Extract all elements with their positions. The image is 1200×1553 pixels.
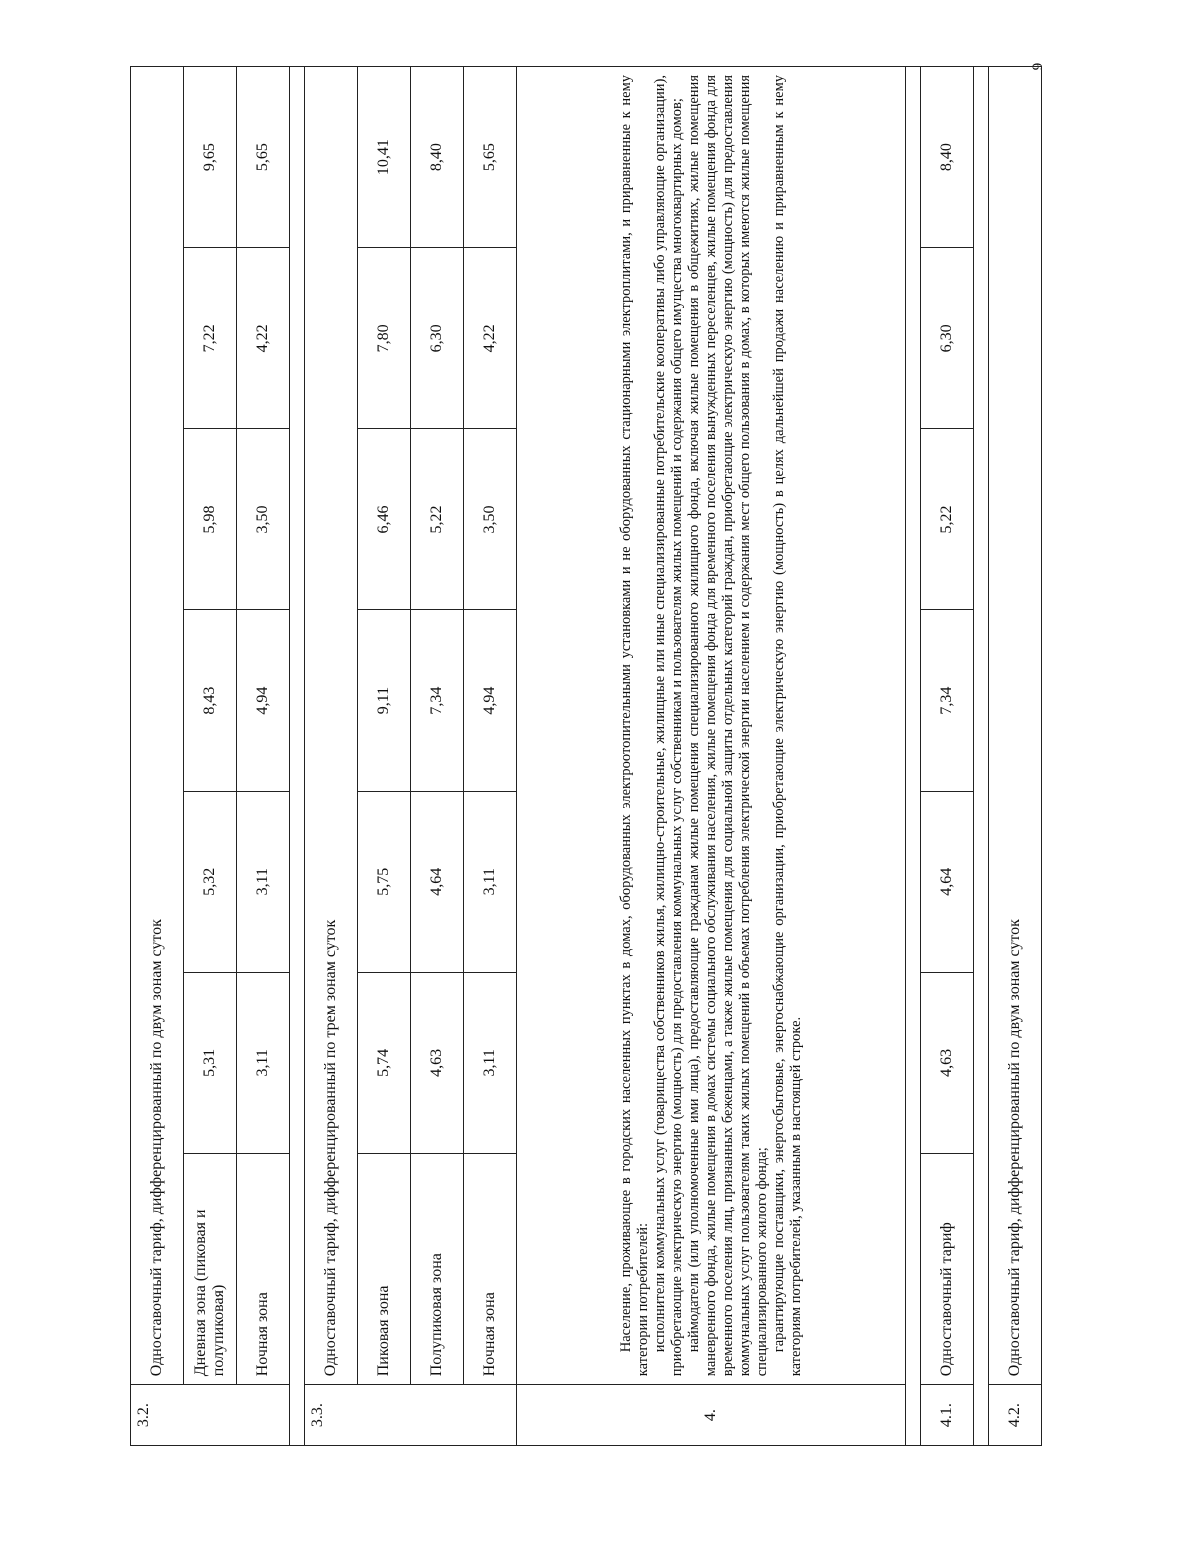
table-row [411, 67, 464, 1446]
value-cell: 10,41 [358, 67, 411, 248]
value-cell: 3,50 [464, 429, 517, 610]
section-3-2-header [131, 67, 184, 1446]
table-row [921, 67, 974, 1446]
value-cell: 8,43 [184, 610, 237, 791]
value-cell: 4,63 [411, 972, 464, 1153]
tariff-table [130, 66, 1042, 1446]
value-cell: 5,22 [411, 429, 464, 610]
value-cell: 7,34 [411, 610, 464, 791]
value-cell: 6,30 [921, 248, 974, 429]
row-label: Пиковая зона [358, 1153, 411, 1384]
value-cell: 7,34 [921, 610, 974, 791]
value-cell: 5,98 [184, 429, 237, 610]
row-label: Одноставочный тариф [921, 1153, 974, 1384]
value-cell: 4,64 [921, 791, 974, 972]
section-title: Одноставочный тариф, дифференцированный по двум зонам суток [131, 67, 184, 1385]
value-cell: 3,11 [237, 972, 290, 1153]
section-4-row [517, 67, 906, 1446]
paragraph: гарантирующие поставщики, энергосбытовые, энергоснабжающие организации, приобретающие электрическую энергию (мощность) в целях дальнейшей продажи населению и приравненным к нему категориям потребителей, указанным в настоящей строке. [770, 75, 804, 1377]
value-cell: 6,46 [358, 429, 411, 610]
value-cell: 6,30 [411, 248, 464, 429]
value-cell: 9,11 [358, 610, 411, 791]
value-cell: 3,11 [464, 791, 517, 972]
table-row [184, 67, 237, 1446]
value-cell: 5,65 [237, 67, 290, 248]
spacer-row [906, 67, 921, 1446]
value-cell: 4,63 [921, 972, 974, 1153]
value-cell: 4,94 [464, 610, 517, 791]
value-cell: 9,65 [184, 67, 237, 248]
value-cell: 7,22 [184, 248, 237, 429]
value-cell: 3,11 [237, 791, 290, 972]
row-code: 4.1. [921, 1385, 974, 1446]
value-cell: 5,74 [358, 972, 411, 1153]
section-title: Одноставочный тариф, дифференцированный по двум зонам суток [989, 67, 1042, 1385]
value-cell: 3,50 [237, 429, 290, 610]
table-row [464, 67, 517, 1446]
row-code: 4. [517, 1385, 906, 1446]
row-label: Ночная зона [464, 1153, 517, 1384]
section-3-3-header [305, 67, 358, 1446]
row-label: Полупиковая зона [411, 1153, 464, 1384]
spacer-row [290, 67, 305, 1446]
value-cell: 3,11 [464, 972, 517, 1153]
value-cell: 5,31 [184, 972, 237, 1153]
value-cell: 7,80 [358, 248, 411, 429]
value-cell: 8,40 [921, 67, 974, 248]
table-row [237, 67, 290, 1446]
value-cell: 4,94 [237, 610, 290, 791]
section-4-text [517, 67, 906, 1385]
table-row [358, 67, 411, 1446]
value-cell: 5,22 [921, 429, 974, 610]
value-cell: 4,64 [411, 791, 464, 972]
paragraph: исполнители коммунальных услуг (товарищества собственников жилья, жилищно-строительные, жилищные или иные специализированные потребительские кооперативы либо управляющие организации), приобретающие электрическую энергию (мощность) для предоставления коммунальных услуг собственникам и пользователям жилых помещений и содержания общего имущества многоквартирных домов; [651, 75, 685, 1377]
section-4-2-header [989, 67, 1042, 1446]
row-label: Ночная зона [237, 1153, 290, 1384]
page-number: 6 [1028, 62, 1045, 71]
row-code: 3.3. [305, 1385, 517, 1446]
paragraph: наймодатели (или уполномоченные ими лица), предоставляющие гражданам жилые помещения специализированного жилищного фонда, включая жилые помещения в общежитиях, жилые помещения маневренного фонда, жилые помещения в домах системы социального обслуживания населения, жилые помещения фонда для временного поселения вынужденных переселенцев, жилые помещения фонда для временного поселения лиц, признанных беженцами, а также жилые помещения для социальной защиты отдельных категорий граждан, приобретающие электрическую энергию (мощность) для предоставления коммунальных услуг пользователям таких жилых помещений в объемах потребления электрической энергии населением и содержания мест общего пользования в домах, в которых имеются жилые помещения специализированного жилого фонда; [685, 75, 770, 1377]
value-cell: 8,40 [411, 67, 464, 248]
value-cell: 5,75 [358, 791, 411, 972]
section-title: Одноставочный тариф, дифференцированный по трем зонам суток [305, 67, 358, 1385]
spacer-row [974, 67, 989, 1446]
row-code: 3.2. [131, 1385, 290, 1446]
tariff-table-rotated [130, 66, 1023, 1446]
row-label: Дневная зона (пиковая и полупиковая) [184, 1153, 237, 1384]
value-cell: 5,32 [184, 791, 237, 972]
row-code: 4.2. [989, 1385, 1042, 1446]
value-cell: 4,22 [237, 248, 290, 429]
value-cell: 5,65 [464, 67, 517, 248]
value-cell: 4,22 [464, 248, 517, 429]
paragraph: Население, проживающее в городских населенных пунктах в домах, оборудованных электроотопительными установками и не оборудованных стационарными электроплитами, и приравненные к нему категории потребителей: [617, 75, 651, 1377]
